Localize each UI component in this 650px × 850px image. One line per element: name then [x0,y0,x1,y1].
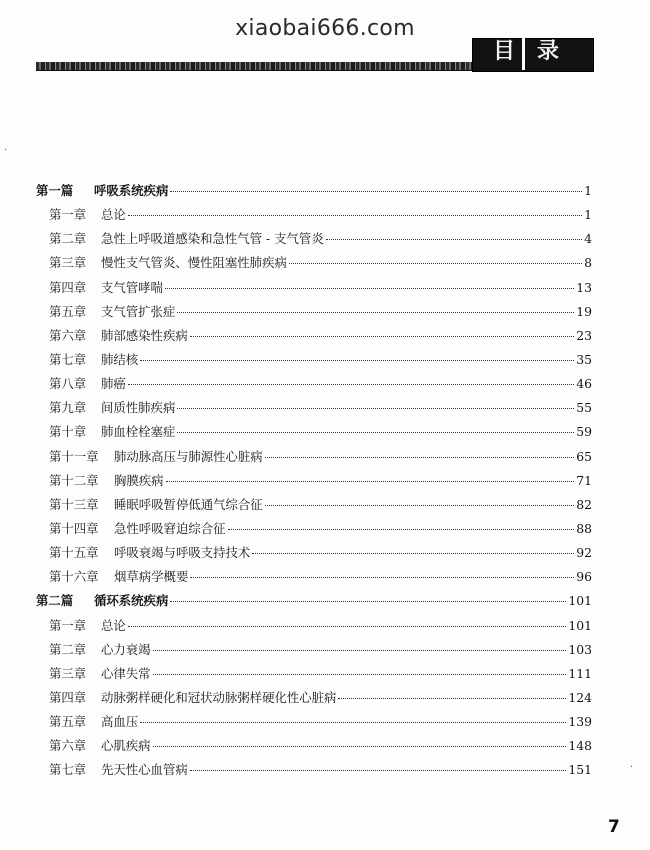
toc-entry-title: 支气管扩张症 [101,303,176,319]
toc-entry-number: 第三章 [49,665,87,681]
toc-entry-number: 第十章 [49,424,87,440]
toc-chapter-entry[interactable] [36,302,592,326]
toc-dot-leader [165,288,574,289]
toc-dot-leader [166,481,575,482]
toc-entry-page: 111 [568,665,592,681]
toc-dot-leader [170,191,582,192]
toc-entry-page: 124 [568,689,592,705]
toc-entry-number: 第十一章 [49,448,99,464]
toc-entry-title: 循环系统疾病 [94,593,169,609]
toc-dot-leader [326,239,582,240]
toc-entry-page: 71 [576,472,592,488]
header-title-char-1: 目 [492,39,515,64]
toc-entry-number: 第五章 [49,303,87,319]
toc-entry-number: 第三章 [49,255,87,271]
toc-entry-title: 睡眠呼吸暂停低通气综合征 [114,496,263,512]
toc-chapter-entry[interactable] [36,640,592,664]
toc-chapter-entry[interactable] [36,471,592,495]
toc-entry-number: 第九章 [49,400,87,416]
toc-entry-number: 第七章 [49,762,87,778]
toc-entry-page: 13 [576,279,592,295]
toc-chapter-entry[interactable] [36,495,592,519]
toc-entry-title: 慢性支气管炎、慢性阻塞性肺疾病 [101,255,287,271]
toc-chapter-entry[interactable] [36,422,592,446]
toc-dot-leader [128,626,567,627]
toc-entry-page: 46 [576,376,592,392]
toc-entry-title: 心肌疾病 [101,738,151,754]
toc-entry-title: 烟草病学概要 [114,569,189,585]
toc-part-entry[interactable] [36,591,592,615]
toc-chapter-entry[interactable] [36,664,592,688]
toc-entry-number: 第六章 [49,327,87,343]
toc-chapter-entry[interactable] [36,326,592,350]
toc-dot-leader [177,408,574,409]
toc-dot-leader [228,529,575,530]
toc-entry-title: 心力衰竭 [101,641,151,657]
toc-entry-number: 第十六章 [49,569,99,585]
toc-entry-number: 第一篇 [36,183,74,198]
header-title-char-2: 录 [536,39,559,64]
toc-entry-title: 肺癌 [101,376,126,392]
toc-entry-page: 19 [576,303,592,319]
toc-entry-page: 55 [576,400,592,416]
toc-dot-leader [153,650,567,651]
toc-entry-number: 第一章 [49,207,87,223]
toc-chapter-entry[interactable] [36,350,592,374]
toc-entry-page: 1 [584,183,592,198]
toc-entry-title: 支气管哮喘 [101,279,163,295]
toc-dot-leader [177,312,574,313]
toc-dot-leader [153,746,567,747]
toc-entry-title: 肺血栓栓塞症 [101,424,176,440]
toc-dot-leader [153,674,567,675]
toc-dot-leader [170,601,566,602]
toc-entry-page: 151 [568,762,592,778]
toc-entry-page: 92 [576,545,592,561]
toc-dot-leader [128,215,582,216]
toc-entry-page: 96 [576,569,592,585]
toc-entry-number: 第一章 [49,617,87,633]
toc-entry-title: 呼吸系统疾病 [94,183,169,198]
toc-chapter-entry[interactable] [36,229,592,253]
toc-chapter-entry[interactable] [36,398,592,422]
toc-chapter-entry[interactable] [36,447,592,471]
toc-dot-leader [289,263,582,264]
toc-entry-number: 第五章 [49,714,87,730]
toc-chapter-entry[interactable] [36,374,592,398]
toc-entry-number: 第八章 [49,376,87,392]
toc-entry-page: 88 [576,520,592,536]
toc-chapter-entry[interactable] [36,736,592,760]
toc-dot-leader [190,336,574,337]
toc-dot-leader [252,553,574,554]
toc-chapter-entry[interactable] [36,712,592,736]
toc-entry-page: 103 [568,641,592,657]
toc-entry-page: 8 [584,255,592,271]
toc-entry-number: 第二篇 [36,593,74,609]
toc-entry-number: 第六章 [49,738,87,754]
toc-entry-page: 101 [568,593,592,609]
toc-entry-title: 心律失常 [101,665,151,681]
scan-speck: · [4,145,8,156]
toc-entry-page: 35 [576,351,592,367]
toc-entry-page: 82 [576,496,592,512]
toc-entry-page: 59 [576,424,592,440]
page-number: 7 [608,817,620,837]
toc-entry-page: 4 [584,231,592,247]
toc-chapter-entry[interactable] [36,278,592,302]
toc-dot-leader [265,505,575,506]
toc-dot-leader [140,360,574,361]
toc-entry-page: 65 [576,448,592,464]
toc-entry-title: 呼吸衰竭与呼吸支持技术 [114,545,251,561]
toc-dot-leader [265,457,575,458]
toc-entry-number: 第十三章 [49,496,99,512]
toc-dot-leader [338,698,566,699]
toc-entry-number: 第十二章 [49,472,99,488]
toc-entry-page: 148 [568,738,592,754]
toc-dot-leader [177,432,574,433]
toc-dot-leader [190,770,567,771]
toc-part-entry[interactable] [36,181,592,205]
toc-chapter-entry[interactable] [36,760,592,784]
scan-speck: · [630,762,634,773]
toc-entry-page: 1 [584,207,592,223]
toc-entry-number: 第四章 [49,279,87,295]
toc-entry-number: 第二章 [49,231,87,247]
toc-chapter-entry[interactable] [36,567,592,591]
toc-entry-number: 第十五章 [49,545,99,561]
toc-chapter-entry[interactable] [36,543,592,567]
toc-entry-title: 肺结核 [101,351,139,367]
toc-chapter-entry[interactable] [36,205,592,229]
watermark-text: xiaobai666.com [235,16,415,41]
toc-entry-title: 高血压 [101,714,139,730]
toc-entry-page: 101 [568,617,592,633]
toc-entry-page: 139 [568,714,592,730]
toc-entry-title: 总论 [101,617,126,633]
toc-chapter-entry[interactable] [36,253,592,277]
toc-entry-title: 肺动脉高压与肺源性心脏病 [114,448,263,464]
toc-entry-title: 急性呼吸窘迫综合征 [114,520,226,536]
toc-chapter-entry[interactable] [36,519,592,543]
toc-entry-number: 第二章 [49,641,87,657]
toc-entry-number: 第十四章 [49,520,99,536]
toc-entry-title: 总论 [101,207,126,223]
toc-dot-leader [128,384,574,385]
toc-entry-number: 第四章 [49,689,87,705]
toc-entry-title: 急性上呼吸道感染和急性气管 - 支气管炎 [101,231,324,247]
toc-entry-title: 肺部感染性疾病 [101,327,188,343]
toc-entry-page: 23 [576,327,592,343]
toc-entry-title: 先天性心血管病 [101,762,188,778]
toc-chapter-entry[interactable] [36,688,592,712]
toc-chapter-entry[interactable] [36,616,592,640]
toc-entry-title: 动脉粥样硬化和冠状动脉粥样硬化性心脏病 [101,689,337,705]
toc-entry-title: 胸膜疾病 [114,472,164,488]
header-title-divider [522,38,525,70]
toc-entry-number: 第七章 [49,351,87,367]
toc-dot-leader [190,577,574,578]
table-of-contents [36,181,592,785]
toc-entry-title: 间质性肺疾病 [101,400,176,416]
toc-dot-leader [140,722,566,723]
